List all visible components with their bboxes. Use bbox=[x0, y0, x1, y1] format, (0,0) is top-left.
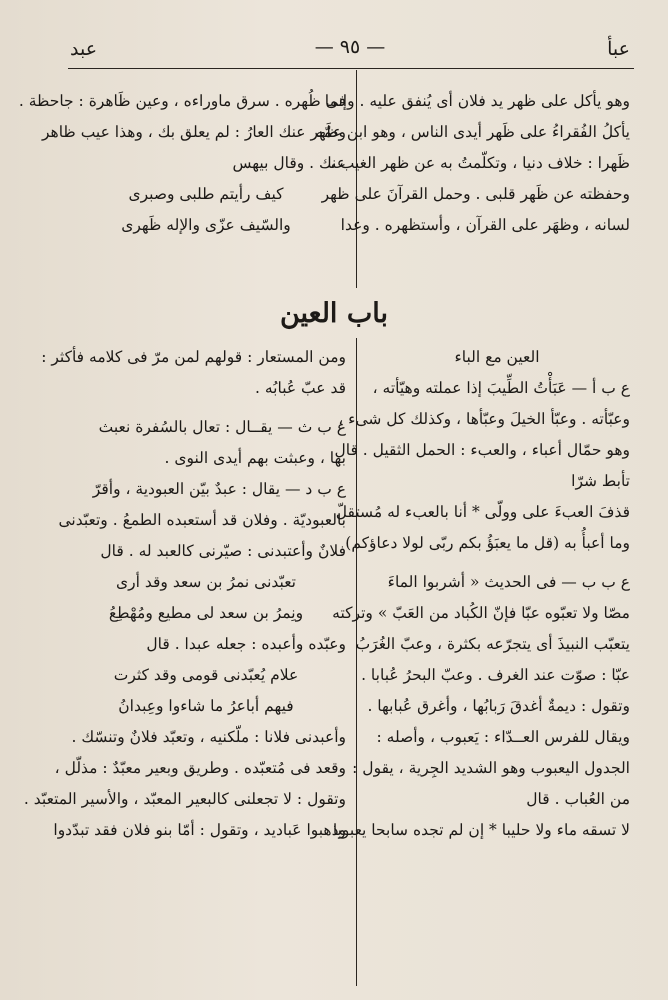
text-line: وحفظته عن ظَهر قلبى . وحمل القرآنَ على ظهر bbox=[321, 185, 630, 203]
text-line: الجدول اليعبوب وهو الشديد الجِرية ، يقول : bbox=[352, 759, 630, 777]
verse-line: لا تسقه ماء ولا حليبا * إن لم تجده سابحا يعبوبا bbox=[332, 821, 630, 839]
text-line: ع ب د — يقال : عبدٌ بيّن العبودية ، وأقرّ bbox=[92, 480, 346, 498]
text-line: ع ب ث — يقــال : تعال بالسُفرة نعبث bbox=[98, 418, 346, 436]
text-line: فلانٌ وأعتبدنى : صيّرنى كالعبد له . قال bbox=[100, 542, 346, 560]
main-left-column bbox=[23, 342, 346, 846]
text-line: ظَهرا : خلاف دنيا ، وتكلّمتُ به عن ظهر الغيب ، bbox=[329, 154, 630, 172]
verse-line: فيهم أباعرُ ما شاءوا وعِبدانُ bbox=[118, 697, 294, 715]
page-number: — ٩٥ — bbox=[314, 36, 386, 58]
text-line: عبّا : صوّت عند الغرف . وعبّ البحرُ عُبابا . bbox=[361, 666, 630, 684]
text-line: يتعبّب النبيذَ أى يتجرّعه بكثرة ، وعبّ الغُرَبُ bbox=[355, 635, 630, 653]
text-line: مصّا ولا تعبّوه عبّا فإنّ الكُباد من العَبّ » وتركته bbox=[332, 604, 630, 622]
text-line: وأعبدنى فلانا : ملّكنيه ، وتعبّد فلانٌ وتنسّك . bbox=[71, 728, 346, 746]
chapter-title: باب العين bbox=[279, 298, 388, 329]
text-line: لسانه ، وظهَر على القرآن ، وأستظهره . وعدا bbox=[340, 216, 630, 234]
text-line: وذهبوا عَباديد ، وتقول : أمّا بنو فلان فقد تبدّدوا bbox=[53, 821, 346, 839]
verse-line: قذفَ العبءَ على وولّى * أنا بالعبء له مُستقلّ bbox=[335, 503, 630, 521]
text-line: قد عبّ عُبابُه . bbox=[255, 379, 346, 397]
text-line: تأبط شرّا bbox=[571, 472, 630, 490]
text-line: ع ب أ — عَبَأْتُ الطِّيبَ إذا عملته وهيّأته ، bbox=[372, 379, 630, 397]
text-line: وهو حمّال أعباء ، والعبء : الحمل الثقيل . قال bbox=[334, 441, 630, 459]
text-line: بها ، وعبثت بهم أيدى النوى . bbox=[164, 449, 346, 467]
text-line: وقعد فى مُتعبّده . وطريق وبعير معبّدٌ : مذلّل ، bbox=[54, 759, 346, 777]
text-line: وتقول : ديمةٌ أغدقَ رَبابُها ، وأغرق عُبابها . bbox=[367, 697, 630, 715]
text-line: يأكلُ الفُقراءُ على ظَهر أيدى الناس ، وهو ابن عمّه bbox=[315, 123, 630, 141]
text-line: ع ب ب — فى الحديث « أشربوا الماءَ bbox=[387, 573, 630, 591]
text-line: فى ظُهره . سرق ماوراءه ، وعين ظَاهرة : جاحظة . bbox=[18, 92, 346, 110]
running-head-left: عبد bbox=[70, 38, 98, 60]
verse-line: علام يُعبّدنى قومى وقد كثرت bbox=[113, 666, 299, 684]
top-left-column bbox=[18, 86, 346, 241]
main-right-column bbox=[332, 342, 630, 846]
text-line: بالعبوديّة . وفلان قد أستعبده الطمعُ . وتعبّدنى bbox=[58, 511, 346, 529]
verse-line: تعبّدنى نمرُ بن سعد وقد أرى bbox=[116, 573, 296, 591]
text-line: وعبّأته . وعبّأ الخيلَ وعبّأها ، وكذلك كل شىء ، bbox=[338, 410, 630, 428]
verse-line: والسّيف عزّى والإله ظَهرى bbox=[121, 216, 291, 234]
text-line: من العُباب . قال bbox=[526, 790, 630, 808]
text-line: وعبّده وأعبده : جعله عبدا . قال bbox=[146, 635, 346, 653]
text-line: عنك . وقال بيهس bbox=[232, 154, 346, 172]
text-line: وما أعبأُ به (قل ما يعبَؤُ بكم ربّى لولا دعاؤكم) bbox=[345, 534, 630, 552]
section-subhead: العين مع الباء bbox=[454, 348, 540, 366]
text-line: ويقال للفرس العــدّاء : يَعبوب ، وأصله : bbox=[376, 728, 630, 746]
text-line: وظَهر عنك العارُ : لم يعلق بك ، وهذا عيب ظاهر bbox=[41, 123, 346, 141]
running-head-right: عبأ bbox=[607, 38, 630, 60]
verse-line: كيف رأيتم طلبى وصبرى bbox=[128, 185, 284, 203]
text-line: ومن المستعار : قولهم لمن مرّ فى كلامه فأكثر : bbox=[41, 348, 346, 366]
verse-line: ونِمرُ بن سعد لى مطيع ومُهْطِعُ bbox=[108, 604, 304, 622]
top-right-column bbox=[315, 86, 630, 241]
text-line: وتقول : لا تجعلنى كالبعير المعبّد ، والأسير المتعبّد . bbox=[23, 790, 346, 808]
page-header bbox=[70, 34, 630, 64]
text-line: وهو يأكل على ظهر يد فلان أى يُنفق عليه . وإنما bbox=[324, 92, 630, 110]
header-rule bbox=[68, 68, 634, 69]
